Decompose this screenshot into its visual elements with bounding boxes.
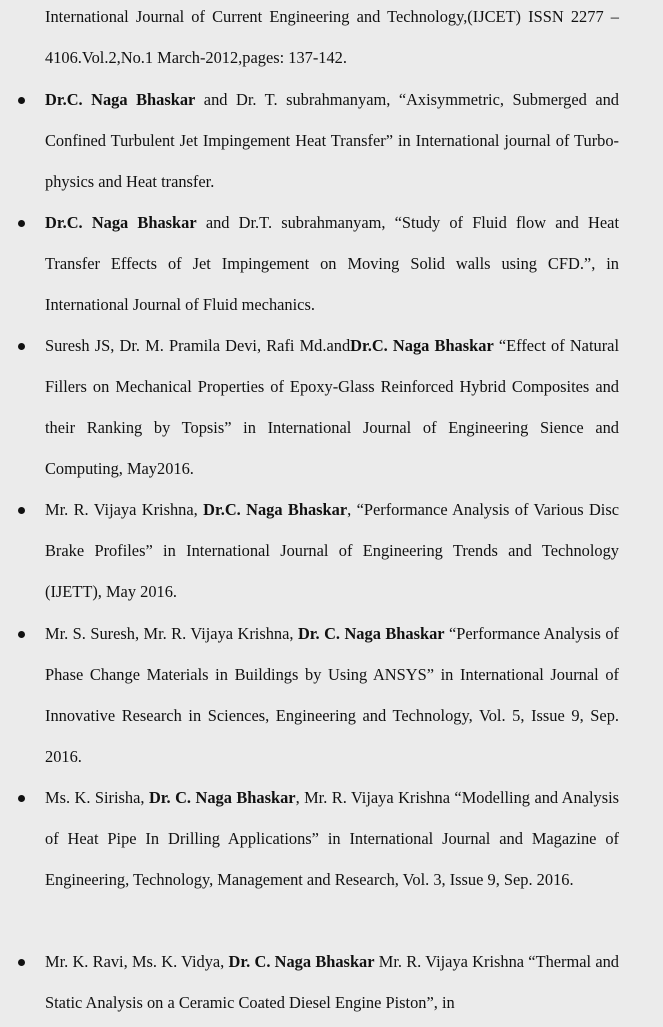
reference-text-part: Suresh JS, Dr. M. Pramila Devi, Rafi Md.and [45, 336, 351, 355]
reference-entry-0 [0, 0, 663, 79]
reference-text [0, 490, 663, 613]
bullet-icon [18, 97, 25, 104]
reference-entry-1 [0, 80, 663, 203]
bullet-icon [18, 631, 25, 638]
reference-text [0, 203, 663, 326]
reference-text-part: Mr. R. Vijaya Krishna, [45, 500, 204, 519]
reference-text-part: and Dr.T. subrahmanyam, “Study of Fluid flow and Heat Transfer Effects of Jet Impingement on Moving Solid walls using CFD.”, in International Journal of Fluid mechanics. [45, 213, 620, 314]
reference-text-part: “Performance Analysis of Phase Change Materials in Buildings by Using ANSYS” in International Journal of Innovative Research in Sciences, Engineering and Technology, Vol. 5, Issue 9, Sep. 2016. [45, 624, 620, 766]
reference-entry-3 [0, 326, 663, 490]
bullet-icon [18, 959, 25, 966]
reference-text-part: , “Performance Analysis of Various Disc Brake Profiles” in International Journal of Engineering Trends and Technology (IJETT), May 2016. [45, 500, 620, 601]
bullet-icon [18, 507, 25, 514]
author-highlight: Dr. C. Naga Bhaskar [148, 788, 296, 807]
reference-text-part: and Dr. T. subrahmanyam, “Axisymmetric, Submerged and Confined Turbulent Jet Impingement Heat Transfer” in International journal of Turbo-physics and Heat transfer. [45, 90, 620, 191]
author-highlight: Dr.C. Naga Bhaskar [350, 336, 494, 355]
reference-entry-6 [0, 778, 663, 901]
bullet-icon [18, 795, 25, 802]
reference-text-part: Mr. R. Vijaya Krishna “Thermal and Static Analysis on a Ceramic Coated Diesel Engine Piston”, in [45, 952, 619, 1012]
reference-text [0, 0, 663, 79]
reference-text-part: “Effect of Natural Fillers on Mechanical Properties of Epoxy-Glass Reinforced Hybrid Composites and their Ranking by Topsis” in International Journal of Engineering Sience and Computing, May2016. [45, 336, 619, 478]
author-highlight: Dr. C. Naga Bhaskar [228, 952, 375, 971]
reference-entry-7 [0, 942, 663, 1024]
bullet-icon [18, 220, 25, 227]
author-highlight: Dr. C. Naga Bhaskar [297, 624, 445, 643]
reference-text [0, 614, 663, 778]
author-highlight: Dr.C. Naga Bhaskar [45, 90, 196, 109]
author-highlight: Dr.C. Naga Bhaskar [203, 500, 348, 519]
reference-text-part: Mr. S. Suresh, Mr. R. Vijaya Krishna, [45, 624, 298, 643]
reference-text-part: Ms. K. Sirisha, [45, 788, 149, 807]
reference-entry-5 [0, 614, 663, 778]
reference-text [0, 326, 663, 490]
reference-text [0, 80, 663, 203]
reference-text [0, 778, 663, 901]
reference-text-part: , Mr. R. Vijaya Krishna “Modelling and Analysis of Heat Pipe In Drilling Applications” in International Journal and Magazine of Engineering, Technology, Management and Research, Vol. 3, Issue 9, Sep. 2016. [45, 788, 620, 889]
reference-entry-4 [0, 490, 663, 613]
author-highlight: Dr.C. Naga Bhaskar [45, 213, 197, 232]
bullet-icon [18, 343, 25, 350]
reference-text-part: International Journal of Current Engineering and Technology,(IJCET) ISSN 2277 – 4106.Vol.2,No.1 March-2012,pages: 137-142. [45, 7, 619, 67]
reference-text [0, 942, 663, 1024]
reference-text-part: Mr. K. Ravi, Ms. K. Vidya, [45, 952, 229, 971]
reference-entry-2 [0, 203, 663, 326]
